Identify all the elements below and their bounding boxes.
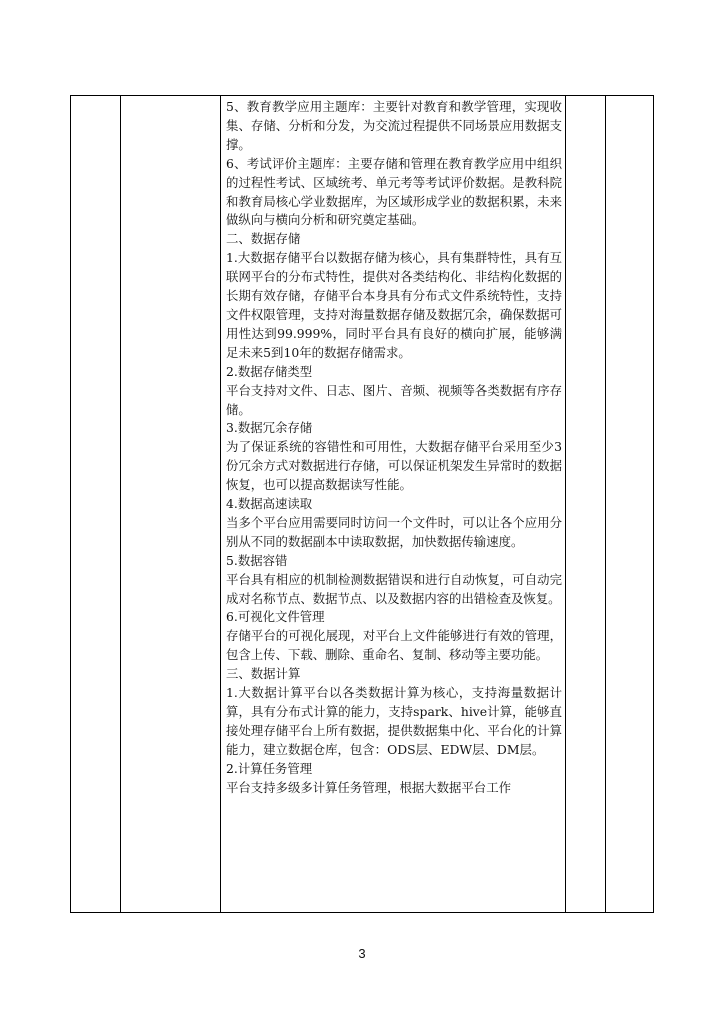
paragraph: 存储平台的可视化展现，对平台上文件能够进行有效的管理，包含上传、下载、删除、重命名、复制、移动等主要功能。 — [226, 628, 562, 663]
paragraph: 为了保证系统的容错性和可用性，大数据存储平台采用至少3份冗余方式对数据进行存储，可以保证机架发生异常时的数据恢复，也可以提高数据读写性能。 — [226, 439, 562, 493]
subsection-heading: 3.数据冗余存储 — [226, 420, 313, 436]
paragraph: 平台支持对文件、日志、图片、音频、视频等各类数据有序存储。 — [226, 382, 562, 417]
subsection-heading: 2.数据存储类型 — [226, 363, 313, 379]
paragraph: 1.大数据存储平台以数据存储为核心，具有集群特性，具有互联网平台的分布式特性，提供对各类结构化、非结构化数据的长期有效存储，存储平台本身具有分布式文件系统特性，支持文件权限管理，支持对海量数据存储及数据冗余，确保数据可用性达到99.999%，同时平台具有良好的横向扩展，能够满足未来5到10年的数据存储需求。 — [226, 250, 562, 360]
page-number: 3 — [358, 946, 366, 961]
table-column-divider — [565, 96, 566, 912]
paragraph: 平台支持多级多计算任务管理，根据大数据平台工作 — [226, 779, 511, 795]
subsection-heading: 4.数据高速读取 — [226, 496, 313, 512]
section-heading: 三、数据计算 — [226, 666, 301, 682]
section-heading: 二、数据存储 — [226, 231, 301, 247]
paragraph: 6、考试评价主题库：主要存储和管理在教育教学应用中组织的过程性考试、区域统考、单元考等考试评价数据。是教科院和教育局核心学业数据库，为区域形成学业的数据积累，未来做纵向与横向分析和研究奠定基础。 — [226, 155, 562, 228]
paragraph: 当多个平台应用需要同时访问一个文件时，可以让各个应用分别从不同的数据副本中读取数据，加快数据传输速度。 — [226, 514, 562, 549]
paragraph: 5、教育教学应用主题库：主要针对教育和教学管理，实现收集、存储、分析和分发，为交流过程提供不同场景应用数据支撑。 — [226, 99, 562, 152]
subsection-heading: 6.可视化文件管理 — [226, 609, 325, 625]
subsection-heading: 5.数据容错 — [226, 552, 288, 568]
table-cell-content — [226, 98, 562, 798]
table-column-divider — [605, 96, 606, 912]
paragraph: 1.大数据计算平台以各类数据计算为核心，支持海量数据计算，具有分布式计算的能力，支持spark、hive计算，能够直接处理存储平台上所有数据，提供数据集中化、平台化的计算能力，建立数据仓库，包含：ODS层、EDW层、DM层。 — [226, 685, 562, 757]
table-column-divider — [220, 96, 221, 912]
table-column-divider — [120, 96, 121, 912]
subsection-heading: 2.计算任务管理 — [226, 760, 313, 776]
paragraph: 平台具有相应的机制检测数据错误和进行自动恢复，可自动完成对名称节点、数据节点、以及数据内容的出错检查及恢复。 — [226, 571, 562, 606]
